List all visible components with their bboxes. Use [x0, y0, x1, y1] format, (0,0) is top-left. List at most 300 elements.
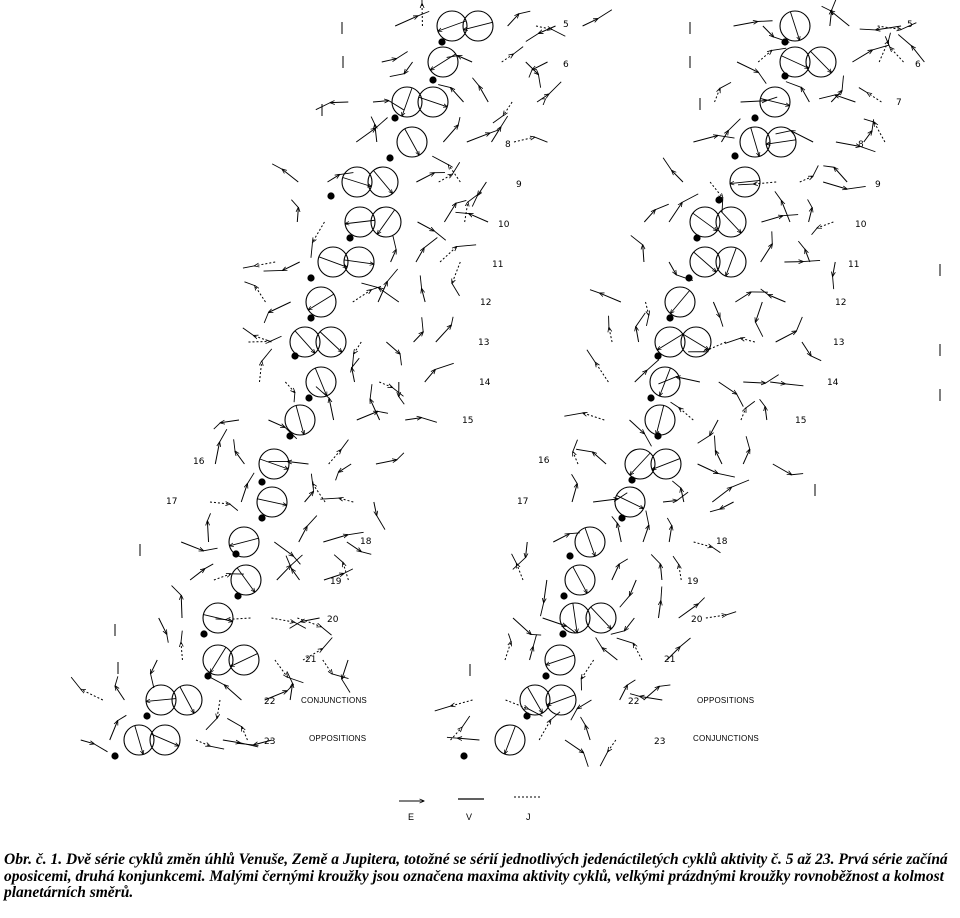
right-conjunctions-tag: CONJUNCTIONS [693, 734, 759, 743]
right-row-10-vector-pre-1-b [655, 204, 668, 209]
right-row-6-vector-pre-1-b [758, 72, 766, 83]
left-row-7-vector-post-0-b [438, 85, 450, 88]
right-row-7-vector-pre-1-b [720, 82, 731, 88]
left-row-20-vector-post-3 [301, 618, 320, 622]
right-row-11-vector-post-1-b [803, 260, 820, 261]
left-row-9-vector-post-1-b [452, 162, 459, 174]
right-row-18-vector-pre-0 [553, 534, 569, 542]
left-row-20-vector-post-0-b [216, 619, 227, 620]
left-row-13-vector-post-3-b [451, 317, 453, 325]
left-row-18-maximum-dot [232, 550, 239, 557]
left-row-7-vector-pre-0 [373, 101, 389, 102]
left-row-22-vector-post-0-b [206, 718, 217, 729]
right-row-22-vector-post-3 [640, 696, 662, 700]
right-row-12-circle-vector-1 [670, 291, 689, 314]
left-row-12-vector-post-1-b [387, 269, 397, 282]
right-row-5-vector-post-3-b [860, 29, 876, 30]
right-row-11-vector-post-3-b [833, 276, 834, 289]
left-row-18-circle-vector-1 [229, 538, 258, 546]
right-row-8-vector-post-2 [864, 131, 872, 142]
left-row-12-vector-post-0 [353, 290, 372, 302]
right-row-16-maximum-dot [628, 476, 635, 483]
left-row-13-maximum-dot [291, 352, 298, 359]
left-row-12-vector-post-1 [378, 281, 387, 302]
left-row-20-vector-post-0 [226, 618, 250, 620]
right-row-13-vector-post-3-b [811, 356, 821, 361]
right-row-label-19: 19 [687, 577, 699, 587]
left-row-9-vector-pre-1-b [272, 164, 282, 169]
left-row-11-vector-pre-1-b [243, 266, 255, 268]
right-series [435, 0, 925, 767]
right-row-22-vector-post-0 [577, 700, 591, 709]
right-row-18-circle-vector-1 [585, 528, 595, 556]
right-row-13-vector-post-0 [704, 342, 726, 352]
right-row-19-vector-post-0 [612, 564, 619, 580]
right-row-15-vector-pre-0-b [644, 434, 651, 447]
left-row-16-vector-post-0 [288, 461, 309, 464]
left-row-16-circle-vector-1 [260, 459, 288, 469]
left-row-10-vector-post-2-b [468, 192, 481, 202]
left-row-19-vector-pre-1-b [205, 564, 214, 569]
right-row-8-vector-pre-1-b [718, 135, 735, 138]
left-row-17-maximum-dot [258, 514, 265, 521]
left-row-label-16: 16 [193, 457, 205, 467]
right-row-11-vector-pre-1 [643, 245, 644, 262]
right-row-9-vector-pre-0 [710, 182, 723, 198]
left-row-6-vector-pre-0 [404, 62, 412, 74]
left-row-6-maximum-dot [429, 76, 436, 83]
left-row-10-vector-post-3 [469, 214, 488, 222]
right-row-13-vector-post-2-b [796, 317, 802, 331]
left-row-16-vector-pre-0-b [234, 439, 235, 451]
left-row-13-circle-vector-1 [295, 331, 315, 353]
right-row-8-vector-post-1 [836, 142, 860, 146]
right-row-14-vector-post-3 [770, 382, 785, 384]
right-row-label-16: 16 [538, 456, 550, 466]
right-row-12-vector-post-2-b [755, 322, 762, 337]
left-row-8-vector-pre-1-b [375, 118, 387, 129]
right-row-14-circle-vector-1 [660, 368, 671, 396]
left-row-label-12: 12 [480, 298, 492, 308]
legend-venus-label: V [466, 812, 473, 822]
right-row-15-vector-post-3 [765, 406, 767, 420]
right-row-13-vector-post-2 [776, 331, 797, 342]
left-row-10-vector-post-1 [444, 203, 456, 222]
right-row-13-maximum-dot [654, 352, 661, 359]
right-row-5-vector-pre-0 [763, 26, 774, 37]
right-row-9-vector-post-3-b [823, 166, 834, 167]
right-row-18-vector-post-3-b [712, 547, 720, 553]
left-row-14-vector-post-0 [352, 368, 355, 382]
right-row-17-vector-pre-0-b [618, 493, 627, 499]
left-row-23-vector-pre-1 [81, 740, 94, 744]
right-row-label-5: 5 [907, 20, 913, 30]
right-row-10-circle-vector-1 [693, 213, 717, 231]
right-row-18-vector-pre-1 [526, 542, 528, 558]
left-row-8-vector-post-3-b [535, 137, 548, 142]
left-row-23-circle-vector-2 [151, 734, 179, 746]
left-row-10-circle-vector-1 [345, 220, 375, 224]
left-row-5-vector-post-0-b [519, 11, 530, 14]
right-row-22-vector-pre-1 [451, 700, 473, 706]
right-row-13-vector-post-1 [740, 338, 754, 342]
left-row-16-vector-pre-0 [235, 451, 244, 464]
right-row-18-vector-post-2 [669, 526, 672, 542]
left-row-8-vector-post-0 [443, 125, 458, 142]
right-row-22-vector-post-3-b [630, 694, 640, 697]
left-row-13-vector-pre-0-b [243, 328, 254, 336]
left-row-6-vector-post-1-b [513, 47, 523, 55]
left-row-17-vector-post-3-b [377, 515, 385, 529]
right-row-11-vector-post-3 [833, 262, 836, 276]
right-row-label-13: 13 [833, 338, 845, 348]
right-row-label-21: 21 [664, 655, 676, 665]
left-row-11-vector-post-0 [391, 250, 397, 262]
right-oppositions-tag: OPPOSITIONS [697, 696, 755, 705]
right-row-6-vector-post-1-b [888, 33, 890, 41]
left-row-label-22: 22 [264, 697, 276, 707]
right-row-16-vector-pre-0-b [576, 449, 592, 452]
right-row-20-circle-vector-1 [573, 603, 577, 633]
right-row-7-vector-post-2-b [819, 95, 835, 99]
left-row-8-vector-post-2 [491, 127, 500, 142]
right-row-18-vector-post-1 [643, 525, 649, 542]
right-row-19-vector-post-3 [679, 564, 682, 580]
left-row-19-vector-post-1 [292, 569, 300, 580]
left-row-22-vector-pre-1-b [71, 677, 81, 689]
left-row-15-vector-post-2 [370, 399, 380, 420]
left-row-7-vector-pre-0-b [389, 101, 404, 110]
right-row-15-vector-post-3-b [760, 399, 765, 406]
left-series [71, 0, 940, 760]
left-row-label-17: 17 [166, 497, 178, 507]
right-row-8-vector-pre-0-b [728, 119, 740, 131]
left-row-11-circle-vector-2 [344, 260, 374, 264]
left-row-15-maximum-dot [286, 432, 293, 439]
left-row-9-maximum-dot [327, 192, 334, 199]
left-row-label-14: 14 [479, 378, 491, 388]
left-row-5-vector-post-3 [583, 19, 598, 26]
right-row-12-vector-post-1 [735, 292, 751, 302]
right-row-7-vector-post-1 [831, 91, 842, 102]
right-row-label-6: 6 [915, 60, 921, 70]
right-row-9-vector-post-1-b [813, 165, 819, 176]
left-row-16-vector-post-3 [376, 460, 397, 464]
right-row-7-maximum-dot [751, 114, 758, 121]
right-row-16-vector-post-0-b [718, 473, 735, 477]
left-row-9-vector-pre-0-b [340, 173, 354, 175]
left-row-label-20: 20 [327, 615, 339, 625]
left-row-9-circle-vector-1 [343, 177, 372, 186]
left-row-23-vector-post-0 [196, 740, 210, 746]
right-row-12-vector-pre-1 [600, 293, 621, 302]
left-row-21-circle-vector-1 [210, 647, 226, 673]
left-row-10-vector-pre-1-b [291, 200, 298, 208]
right-row-10-maximum-dot [693, 234, 700, 241]
left-row-7-circle-vector-2 [419, 97, 447, 107]
left-row-10-vector-pre-0 [312, 222, 324, 242]
left-row-20-vector-post-2-b [321, 627, 331, 636]
left-row-15-vector-post-3 [405, 418, 421, 420]
right-row-19-vector-pre-1-b [512, 554, 517, 564]
left-row-label-7: 7 [541, 98, 547, 108]
right-row-5-vector-pre-1-b [758, 21, 773, 22]
left-row-18-vector-pre-1-b [203, 548, 217, 551]
left-row-21-vector-pre-0-b [181, 631, 182, 643]
left-row-21-vector-post-1-b [323, 637, 333, 648]
left-row-13-vector-post-2 [414, 332, 424, 342]
right-row-21-maximum-dot [542, 672, 549, 679]
left-row-21-vector-post-0 [275, 660, 288, 677]
right-row-23-vector-pre-0 [458, 738, 480, 740]
left-row-8-vector-pre-1 [356, 128, 375, 142]
right-row-5-vector-post-1 [830, 11, 849, 26]
right-row-20-maximum-dot [559, 630, 566, 637]
left-row-22-circle-vector-2 [180, 687, 194, 713]
left-row-16-vector-post-3-b [397, 453, 404, 460]
right-row-21-vector-post-1-b [596, 637, 602, 647]
right-row-11-vector-pre-0 [669, 262, 676, 275]
right-row-22-vector-post-2-b [659, 685, 670, 686]
right-row-label-17: 17 [517, 497, 529, 507]
left-row-5-vector-post-3-b [598, 10, 612, 19]
right-row-7-vector-post-3-b [859, 88, 868, 93]
right-row-10-circle-vector-2 [721, 211, 741, 233]
right-row-19-maximum-dot [560, 592, 567, 599]
legend-jupiter-label: J [526, 812, 531, 822]
left-row-22-vector-pre-0-b [115, 676, 118, 686]
right-row-20-vector-pre-0 [543, 618, 567, 626]
left-row-20-circle-vector-1 [203, 615, 232, 622]
right-row-16-vector-pre-1-b [573, 440, 578, 452]
left-row-15-vector-pre-1 [220, 420, 239, 423]
left-row-12-vector-post-3-b [420, 275, 421, 288]
right-row-17-vector-post-1-b [672, 481, 681, 488]
right-row-16-circle-vector-2 [652, 459, 680, 470]
right-row-16-vector-post-1-b [714, 436, 715, 451]
left-row-13-vector-post-2-b [422, 317, 423, 332]
left-row-12-vector-pre-0 [268, 302, 290, 312]
right-row-21-vector-pre-1 [505, 641, 511, 660]
left-row-19-maximum-dot [234, 592, 241, 599]
right-row-8-circle-vector-2 [766, 140, 796, 144]
left-row-label-21: 21 [305, 655, 317, 665]
right-row-17-vector-pre-1-b [572, 474, 578, 483]
left-row-14-vector-pre-1 [259, 361, 261, 382]
right-row-13-circle-vector-2 [683, 334, 709, 350]
right-row-10-vector-post-3 [817, 222, 833, 228]
right-row-17-vector-post-1 [681, 488, 684, 502]
left-row-22-vector-post-1 [224, 685, 241, 700]
figure-caption: Obr. č. 1. Dvě série cyklů změn úhlů Venuše, Země a Jupitera, totožné se sérií jednotlivých jedenáctiletých cyklů aktivity č. 5 až 23. Prvá série začíná oposicemi, druhá konjunkcemi. Malými černými kroužky jsou označena maxima aktivity cyklů, velkými prázdnými kroužky rovnoběžnost a kolmost planetárních směrů. [4, 851, 948, 901]
right-row-12-vector-pre-0-b [646, 315, 648, 326]
left-row-12-vector-pre-1 [255, 286, 266, 302]
right-row-17-vector-post-3 [720, 502, 734, 509]
left-row-18-vector-post-2-b [348, 532, 364, 535]
right-row-label-12: 12 [835, 298, 847, 308]
left-row-16-maximum-dot [258, 478, 265, 485]
left-row-16-vector-post-2-b [336, 472, 339, 480]
left-row-11-maximum-dot [307, 274, 314, 281]
right-row-20-vector-post-3 [706, 615, 726, 618]
right-row-6-vector-pre-0-b [772, 48, 787, 50]
right-row-23-vector-post-1 [565, 740, 584, 753]
right-row-8-vector-post-3-b [864, 119, 874, 122]
right-row-12-vector-pre-1-b [590, 290, 600, 293]
left-row-18-vector-pre-0-b [207, 513, 210, 521]
right-row-14-vector-post-1 [719, 382, 737, 394]
right-row-6-vector-pre-1 [737, 62, 758, 72]
left-row-11-vector-pre-0 [283, 262, 300, 270]
right-row-14-vector-post-1-b [737, 394, 744, 407]
right-row-17-vector-post-2-b [732, 480, 750, 487]
right-row-23-vector-post-2-b [581, 717, 586, 725]
left-row-14-vector-post-3-b [435, 363, 453, 369]
right-row-14-vector-pre-1 [595, 362, 608, 382]
left-row-18-vector-post-0 [274, 542, 293, 556]
left-row-16-vector-pre-1-b [220, 429, 227, 442]
right-row-21-circle-vector-1 [546, 655, 574, 665]
left-row-15-vector-post-1 [357, 411, 378, 420]
left-oppositions-tag: OPPOSITIONS [309, 734, 367, 743]
left-row-7-vector-post-0 [451, 88, 464, 102]
right-row-23-vector-post-3 [608, 740, 616, 752]
left-row-13-circle-vector-2 [320, 332, 342, 353]
left-row-22-vector-post-1-b [210, 677, 224, 685]
right-row-10-vector-post-0 [761, 216, 782, 222]
right-row-10-vector-pre-1 [644, 210, 655, 222]
right-row-19-vector-pre-0-b [540, 603, 543, 617]
left-row-5-maximum-dot [438, 38, 445, 45]
right-row-21-vector-post-2 [633, 643, 642, 660]
left-row-9-vector-pre-0 [327, 175, 339, 182]
right-row-5-vector-pre-1 [734, 21, 758, 26]
right-row-15-vector-post-0 [679, 408, 693, 420]
right-row-15-vector-pre-0 [630, 420, 645, 434]
left-row-7-circle-vector-1 [402, 88, 412, 116]
right-row-6-vector-post-3-b [898, 35, 911, 46]
right-row-label-18: 18 [716, 537, 728, 547]
right-row-17-maximum-dot [618, 514, 625, 521]
left-row-19-vector-post-0-b [291, 555, 303, 566]
right-row-8-maximum-dot [731, 152, 738, 159]
right-row-22-vector-pre-1-b [435, 706, 451, 711]
left-row-16-vector-post-1 [329, 450, 341, 464]
right-row-22-vector-post-1-b [627, 680, 635, 685]
right-row-15-vector-post-1-b [698, 436, 710, 444]
left-row-11-vector-pre-1 [255, 262, 276, 266]
right-row-15-vector-post-0-b [671, 402, 679, 407]
right-row-9-vector-pre-1 [672, 170, 683, 182]
right-row-5-vector-post-0-b [832, 0, 837, 10]
left-row-9-vector-post-0 [416, 173, 434, 182]
left-row-22-maximum-dot [143, 712, 150, 719]
left-row-6-vector-post-3 [532, 62, 547, 70]
right-row-7-vector-post-0 [801, 87, 809, 102]
right-row-18-vector-post-0 [617, 523, 621, 542]
right-row-14-vector-post-0-b [658, 377, 675, 384]
right-row-10-vector-post-2 [809, 208, 813, 222]
left-row-10-vector-pre-0-b [311, 242, 313, 258]
left-row-17-vector-pre-0-b [247, 473, 254, 484]
left-row-10-vector-post-1-b [456, 200, 466, 203]
right-row-16-vector-post-3-b [792, 474, 804, 475]
left-row-12-vector-pre-1-b [244, 282, 254, 286]
left-row-18-vector-post-2 [323, 535, 347, 542]
left-row-12-vector-pre-0-b [264, 312, 268, 322]
left-row-21-vector-pre-0 [181, 642, 182, 660]
left-row-19-vector-post-3-b [334, 555, 343, 563]
left-row-16-vector-post-2 [338, 464, 351, 472]
right-row-9-vector-post-0-b [738, 184, 753, 185]
right-row-15-vector-post-1 [710, 420, 718, 436]
left-row-19-vector-pre-1 [190, 569, 205, 580]
left-row-7-vector-pre-1-b [316, 103, 330, 110]
left-row-17-vector-pre-1 [210, 502, 230, 504]
right-row-15-vector-post-2 [741, 408, 746, 420]
right-row-label-20: 20 [691, 615, 703, 625]
right-row-15-circle-vector-1 [656, 405, 663, 434]
right-row-9-vector-post-3 [834, 167, 847, 182]
left-row-19-circle-vector-1 [237, 568, 255, 592]
right-row-20-vector-post-1 [658, 601, 660, 618]
right-row-18-vector-post-2-b [667, 518, 671, 526]
left-row-11-vector-post-1-b [424, 238, 437, 248]
left-row-8-vector-post-0-b [458, 117, 460, 125]
right-row-9-vector-post-2-b [847, 186, 866, 189]
left-row-11-vector-post-3-b [452, 283, 460, 295]
left-row-13-vector-pre-1-b [270, 336, 282, 341]
left-row-23-vector-post-3-b [237, 743, 253, 745]
left-row-23-vector-post-2-b [227, 718, 241, 726]
left-row-22-vector-pre-1 [81, 689, 103, 700]
right-row-22-vector-pre-0 [506, 700, 529, 709]
left-row-5-vector-post-2-b [526, 33, 539, 41]
right-row-label-14: 14 [827, 378, 839, 388]
left-row-5-vector-post-0 [508, 14, 519, 26]
left-row-18-vector-post-3 [347, 542, 361, 552]
right-row-12-vector-post-3 [768, 295, 785, 302]
left-row-18-vector-post-1-b [307, 516, 317, 527]
right-row-23-vector-pre-0-b [447, 737, 458, 738]
left-row-7-vector-pre-1 [330, 102, 348, 103]
right-row-19-vector-pre-1 [517, 564, 523, 580]
right-row-19-vector-pre-0 [544, 580, 547, 603]
right-row-20-vector-post-2-b [698, 598, 704, 604]
right-row-14-vector-post-2 [743, 382, 765, 383]
right-row-8-vector-post-0-b [776, 131, 791, 134]
left-row-15-vector-pre-0 [268, 420, 285, 427]
right-row-21-vector-pre-0 [530, 647, 534, 660]
right-row-17-vector-pre-0 [593, 499, 618, 502]
right-row-9-maximum-dot [715, 196, 722, 203]
left-row-8-maximum-dot [386, 154, 393, 161]
left-row-23-vector-post-1 [223, 740, 240, 743]
right-row-23-vector-post-2 [585, 725, 590, 740]
right-row-label-10: 10 [855, 220, 867, 230]
right-row-10-vector-pre-0 [669, 202, 682, 222]
right-row-23-vector-post-0 [539, 720, 551, 740]
right-row-20-vector-post-3-b [726, 612, 736, 615]
left-row-6-vector-post-3-b [529, 70, 532, 78]
left-row-20-vector-post-1-b [295, 622, 306, 628]
right-row-7-vector-pre-0-b [766, 97, 777, 101]
left-row-12-circle-vector-1 [308, 294, 334, 310]
right-row-6-vector-post-0 [852, 50, 872, 62]
right-row-8-vector-pre-1 [693, 135, 717, 142]
left-row-6-vector-post-1 [502, 54, 514, 62]
left-row-5-circle-vector-2 [463, 22, 492, 29]
